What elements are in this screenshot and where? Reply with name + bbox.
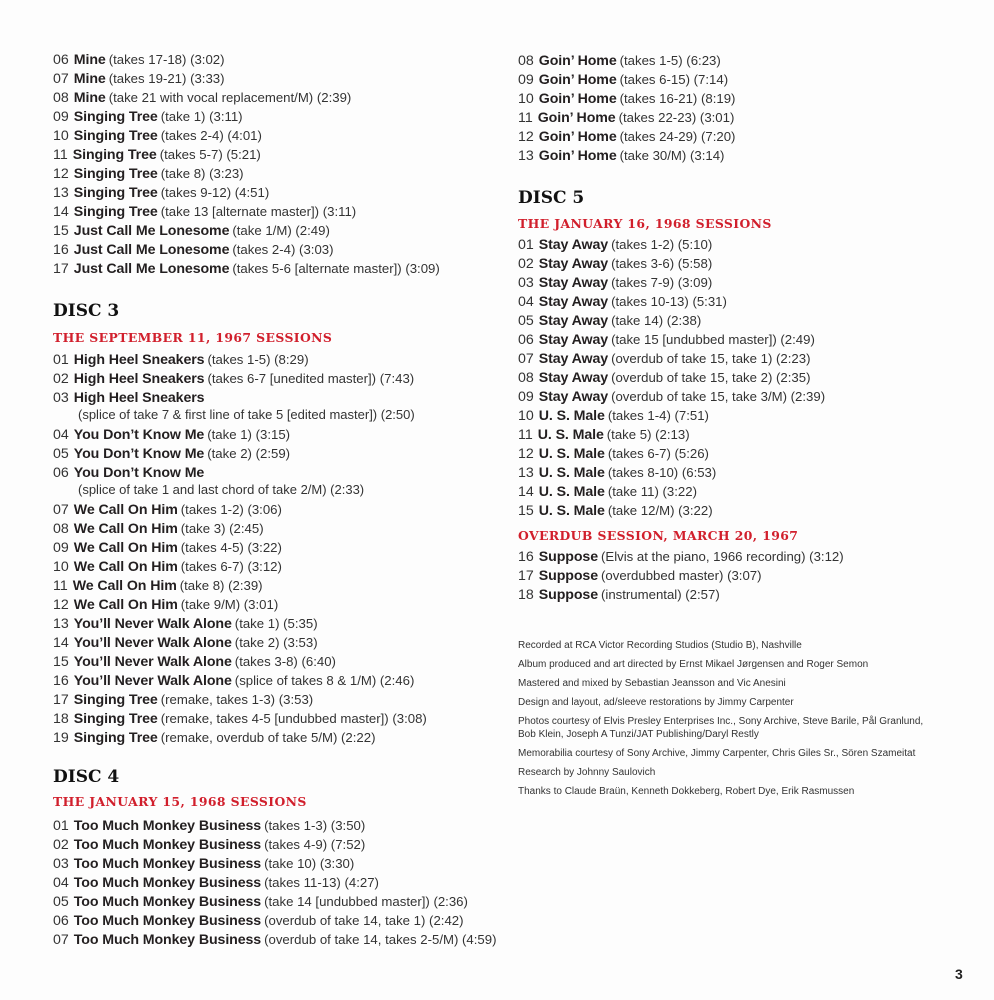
track-title: You Don’t Know Me bbox=[73, 465, 205, 481]
track-number: 18 bbox=[53, 711, 69, 727]
track-row bbox=[53, 728, 427, 747]
track-row bbox=[518, 235, 844, 254]
track-info: (take 14 [undubbed master]) (2:36) bbox=[264, 894, 468, 909]
track-info: (take 1/M) (2:49) bbox=[232, 223, 330, 238]
track-number: 17 bbox=[53, 692, 69, 708]
track-row bbox=[53, 930, 496, 949]
track-info: (takes 8-10) (6:53) bbox=[607, 465, 717, 480]
track-row bbox=[53, 388, 427, 407]
credit-entry bbox=[518, 639, 923, 652]
track-title: Stay Away bbox=[538, 237, 609, 253]
track-info: (takes 6-7) (5:26) bbox=[607, 446, 709, 461]
track-title: High Heel Sneakers bbox=[73, 352, 205, 368]
track-row bbox=[53, 519, 427, 538]
track-info: (takes 22-23) (3:01) bbox=[618, 110, 735, 125]
track-row bbox=[53, 614, 427, 633]
disc3-title: DISC 3 bbox=[53, 301, 120, 321]
track-title: Singing Tree bbox=[73, 692, 158, 708]
track-number: 08 bbox=[53, 90, 69, 106]
track-number: 11 bbox=[518, 427, 533, 443]
track-info: (take 21 with vocal replacement/M) (2:39) bbox=[108, 90, 352, 105]
credit-line: Research by Johnny Saulovich bbox=[518, 767, 656, 778]
track-title: Goin’ Home bbox=[538, 129, 617, 145]
track-number: 04 bbox=[518, 294, 534, 310]
track-number: 02 bbox=[53, 837, 69, 853]
track-title: U. S. Male bbox=[537, 427, 604, 443]
track-number: 18 bbox=[518, 587, 534, 603]
track-title: Mine bbox=[73, 90, 106, 106]
credit-line: Thanks to Claude Braün, Kenneth Dokkeberg, Robert Dye, Erik Rasmussen bbox=[518, 786, 855, 797]
track-row bbox=[53, 350, 427, 369]
track-number: 14 bbox=[518, 484, 534, 500]
track-row bbox=[518, 70, 735, 89]
track-row bbox=[53, 709, 427, 728]
track-info: (takes 6-7) (3:12) bbox=[180, 559, 282, 574]
track-title: Suppose bbox=[538, 568, 598, 584]
track-info: (take 5) (2:13) bbox=[606, 427, 690, 442]
track-row bbox=[53, 854, 496, 873]
track-info: (take 30/M) (3:14) bbox=[619, 148, 725, 163]
track-info: (overdubbed master) (3:07) bbox=[601, 568, 762, 583]
track-row bbox=[53, 463, 427, 482]
track-number: 14 bbox=[53, 204, 69, 220]
track-row bbox=[518, 292, 844, 311]
track-info: (overdub of take 15, take 2) (2:35) bbox=[611, 370, 811, 385]
track-number: 12 bbox=[53, 597, 69, 613]
track-title: You’ll Never Walk Alone bbox=[73, 616, 232, 632]
track-row bbox=[518, 585, 844, 604]
track-info: (takes 2-4) (4:01) bbox=[160, 128, 262, 143]
track-info: (takes 5-6 [alternate master]) (3:09) bbox=[232, 261, 440, 276]
track-row bbox=[518, 146, 735, 165]
track-title: U. S. Male bbox=[538, 408, 605, 424]
track-title: Too Much Monkey Business bbox=[73, 894, 262, 910]
track-row bbox=[53, 816, 496, 835]
track-row bbox=[518, 108, 735, 127]
track-row bbox=[53, 892, 496, 911]
track-row bbox=[53, 69, 440, 88]
track-row bbox=[518, 425, 844, 444]
disc4-title: DISC 4 bbox=[53, 767, 120, 787]
track-info: (overdub of take 15, take 1) (2:23) bbox=[611, 351, 811, 366]
track-title: We Call On Him bbox=[72, 578, 177, 594]
track-number: 05 bbox=[53, 894, 69, 910]
track-title: We Call On Him bbox=[73, 559, 178, 575]
track-number: 06 bbox=[53, 913, 69, 929]
track-title: You’ll Never Walk Alone bbox=[73, 654, 232, 670]
track-title: U. S. Male bbox=[538, 446, 605, 462]
credit-line: Bob Klein, Joseph A Tunzi/JAT Publishing/Daryl Restly bbox=[518, 729, 759, 740]
track-info: (overdub of take 14, takes 2-5/M) (4:59) bbox=[264, 932, 497, 947]
track-title: Stay Away bbox=[538, 256, 609, 272]
track-row bbox=[518, 406, 844, 425]
track-title: High Heel Sneakers bbox=[73, 371, 205, 387]
track-row bbox=[518, 254, 844, 273]
track-info: (Elvis at the piano, 1966 recording) (3:12) bbox=[601, 549, 844, 564]
credit-line: Design and layout, ad/sleeve restorations by Jimmy Carpenter bbox=[518, 697, 794, 708]
track-title: Goin’ Home bbox=[538, 148, 617, 164]
track-row bbox=[518, 349, 844, 368]
track-title: You’ll Never Walk Alone bbox=[73, 673, 232, 689]
credit-entry bbox=[518, 766, 923, 779]
track-title: Goin’ Home bbox=[538, 91, 617, 107]
disc3-session-heading: THE SEPTEMBER 11, 1967 SESSIONS bbox=[53, 330, 333, 345]
track-number: 12 bbox=[53, 166, 69, 182]
track-info: (takes 16-21) (8:19) bbox=[619, 91, 736, 106]
track-row bbox=[518, 330, 844, 349]
track-title: U. S. Male bbox=[538, 465, 605, 481]
track-number: 07 bbox=[53, 71, 69, 87]
disc5-title: DISC 5 bbox=[518, 188, 585, 208]
track-number: 10 bbox=[518, 408, 534, 424]
track-title: U. S. Male bbox=[538, 503, 605, 519]
track-number: 05 bbox=[518, 313, 534, 329]
track-title: Just Call Me Lonesome bbox=[73, 242, 230, 258]
credit-entry bbox=[518, 785, 923, 798]
track-info: (take 2) (3:53) bbox=[234, 635, 318, 650]
track-row bbox=[53, 671, 427, 690]
track-info: (remake, takes 1-3) (3:53) bbox=[160, 692, 314, 707]
track-row bbox=[518, 463, 844, 482]
track-number: 06 bbox=[518, 332, 534, 348]
track-row bbox=[518, 127, 735, 146]
track-info: (remake, takes 4-5 [undubbed master]) (3:08) bbox=[160, 711, 427, 726]
track-info: (take 8) (2:39) bbox=[179, 578, 263, 593]
track-row bbox=[53, 107, 440, 126]
track-info: (takes 6-15) (7:14) bbox=[619, 72, 729, 87]
track-title: Too Much Monkey Business bbox=[73, 932, 262, 948]
disc5-session-heading: THE JANUARY 16, 1968 SESSIONS bbox=[518, 216, 772, 231]
disc5-section bbox=[518, 187, 844, 604]
track-number: 17 bbox=[53, 261, 69, 277]
track-title: Goin’ Home bbox=[538, 72, 617, 88]
track-number: 16 bbox=[518, 549, 534, 565]
track-subtitle: (splice of take 1 and last chord of take 2/M) (2:33) bbox=[78, 482, 365, 497]
track-info: (splice of takes 8 & 1/M) (2:46) bbox=[234, 673, 415, 688]
track-title: Singing Tree bbox=[73, 185, 158, 201]
track-title: We Call On Him bbox=[73, 597, 178, 613]
track-row bbox=[53, 145, 440, 164]
track-info: (takes 3-6) (5:58) bbox=[611, 256, 713, 271]
track-info: (takes 4-5) (3:22) bbox=[180, 540, 282, 555]
track-info: (takes 2-4) (3:03) bbox=[232, 242, 334, 257]
track-number: 08 bbox=[53, 521, 69, 537]
disc4-session-heading: THE JANUARY 15, 1968 SESSIONS bbox=[53, 794, 307, 809]
track-number: 10 bbox=[518, 91, 534, 107]
track-number: 09 bbox=[53, 540, 69, 556]
track-info: (take 10) (3:30) bbox=[264, 856, 355, 871]
disc2-track-list bbox=[53, 50, 440, 278]
track-title: We Call On Him bbox=[73, 521, 178, 537]
track-info: (takes 10-13) (5:31) bbox=[611, 294, 727, 309]
track-row bbox=[53, 633, 427, 652]
track-row bbox=[53, 164, 440, 183]
track-number: 11 bbox=[53, 578, 68, 594]
track-number: 01 bbox=[518, 237, 534, 253]
track-number: 09 bbox=[53, 109, 69, 125]
track-number: 06 bbox=[53, 52, 69, 68]
track-row bbox=[518, 444, 844, 463]
track-number: 15 bbox=[53, 654, 69, 670]
track-info: (take 14) (2:38) bbox=[611, 313, 702, 328]
track-title: Suppose bbox=[538, 549, 598, 565]
track-title: Stay Away bbox=[538, 389, 609, 405]
track-row bbox=[518, 501, 844, 520]
track-row bbox=[518, 482, 844, 501]
track-info: (takes 9-12) (4:51) bbox=[160, 185, 270, 200]
credits bbox=[518, 639, 923, 804]
track-title: Stay Away bbox=[538, 275, 609, 291]
track-title: Too Much Monkey Business bbox=[73, 837, 262, 853]
credit-line: Memorabilia courtesy of Sony Archive, Jimmy Carpenter, Chris Giles Sr., Sören Szameitat bbox=[518, 748, 916, 759]
track-info: (takes 1-2) (3:06) bbox=[180, 502, 282, 517]
track-row bbox=[518, 273, 844, 292]
track-info: (takes 1-5) (6:23) bbox=[619, 53, 721, 68]
track-number: 15 bbox=[518, 503, 534, 519]
track-number: 19 bbox=[53, 730, 69, 746]
track-row bbox=[53, 538, 427, 557]
track-title: Just Call Me Lonesome bbox=[73, 223, 230, 239]
track-row bbox=[518, 311, 844, 330]
track-title: U. S. Male bbox=[538, 484, 605, 500]
track-row bbox=[518, 566, 844, 585]
track-info: (take 2) (2:59) bbox=[207, 446, 291, 461]
track-info: (take 13 [alternate master]) (3:11) bbox=[160, 204, 357, 219]
track-number: 13 bbox=[518, 148, 534, 164]
track-title: Stay Away bbox=[538, 351, 609, 367]
track-title: Too Much Monkey Business bbox=[73, 913, 262, 929]
credit-entry bbox=[518, 658, 923, 671]
track-title: Singing Tree bbox=[73, 128, 158, 144]
track-number: 09 bbox=[518, 72, 534, 88]
track-row bbox=[53, 126, 440, 145]
track-row bbox=[518, 51, 735, 70]
track-number: 05 bbox=[53, 446, 69, 462]
track-row bbox=[53, 259, 440, 278]
track-info: (takes 6-7 [unedited master]) (7:43) bbox=[207, 371, 415, 386]
track-row bbox=[53, 652, 427, 671]
track-title: Singing Tree bbox=[73, 204, 158, 220]
track-row bbox=[53, 202, 440, 221]
track-info: (take 3) (2:45) bbox=[180, 521, 264, 536]
track-number: 02 bbox=[53, 371, 69, 387]
track-number: 07 bbox=[53, 502, 69, 518]
track-title: Mine bbox=[73, 52, 106, 68]
track-title: Goin’ Home bbox=[538, 53, 617, 69]
track-title: Stay Away bbox=[538, 332, 609, 348]
disc5-overdub-track-list bbox=[518, 547, 844, 604]
track-number: 10 bbox=[53, 128, 69, 144]
track-subtitle: (splice of take 7 & first line of take 5 [edited master]) (2:50) bbox=[78, 407, 415, 422]
disc3-section bbox=[53, 300, 427, 747]
track-row bbox=[518, 547, 844, 566]
track-title: Singing Tree bbox=[72, 147, 157, 163]
disc5-track-list bbox=[518, 235, 844, 520]
track-title: Singing Tree bbox=[73, 166, 158, 182]
track-row bbox=[518, 387, 844, 406]
track-info: (take 1) (3:15) bbox=[207, 427, 291, 442]
track-number: 03 bbox=[518, 275, 534, 291]
track-row bbox=[53, 690, 427, 709]
track-info: (takes 17-18) (3:02) bbox=[108, 52, 225, 67]
disc3-track-list bbox=[53, 350, 427, 747]
track-row bbox=[53, 425, 427, 444]
track-row bbox=[53, 88, 440, 107]
track-number: 03 bbox=[53, 856, 69, 872]
track-info: (instrumental) (2:57) bbox=[601, 587, 720, 602]
track-info: (take 1) (3:11) bbox=[160, 109, 243, 124]
track-number: 11 bbox=[53, 147, 68, 163]
track-number: 16 bbox=[53, 242, 69, 258]
track-number: 03 bbox=[53, 390, 69, 406]
track-number: 01 bbox=[53, 818, 69, 834]
credit-entry bbox=[518, 715, 923, 741]
track-info: (take 9/M) (3:01) bbox=[180, 597, 279, 612]
track-title: High Heel Sneakers bbox=[73, 390, 205, 406]
track-title: Stay Away bbox=[538, 294, 609, 310]
track-info: (take 12/M) (3:22) bbox=[607, 503, 713, 518]
track-row bbox=[53, 500, 427, 519]
track-title: Singing Tree bbox=[73, 730, 158, 746]
credit-line: Album produced and art directed by Ernst Mikael Jørgensen and Roger Semon bbox=[518, 659, 869, 670]
track-info: (takes 5-7) (5:21) bbox=[159, 147, 261, 162]
track-row bbox=[53, 221, 440, 240]
credit-line: Mastered and mixed by Sebastian Jeansson and Vic Anesini bbox=[518, 678, 786, 689]
track-title: You’ll Never Walk Alone bbox=[73, 635, 232, 651]
credit-line: Recorded at RCA Victor Recording Studios (Studio B), Nashville bbox=[518, 640, 802, 651]
track-row bbox=[53, 183, 440, 202]
disc4-track-list-a bbox=[53, 816, 496, 949]
track-info: (takes 4-9) (7:52) bbox=[264, 837, 366, 852]
page-number: 3 bbox=[955, 966, 963, 982]
credit-entry bbox=[518, 696, 923, 709]
track-title: Singing Tree bbox=[73, 109, 158, 125]
track-row bbox=[53, 369, 427, 388]
track-info: (overdub of take 14, take 1) (2:42) bbox=[264, 913, 464, 928]
track-row bbox=[53, 595, 427, 614]
track-title: Mine bbox=[73, 71, 106, 87]
credit-entry bbox=[518, 677, 923, 690]
track-title: Suppose bbox=[538, 587, 598, 603]
track-number: 04 bbox=[53, 427, 69, 443]
track-row bbox=[53, 444, 427, 463]
track-info: (takes 24-29) (7:20) bbox=[619, 129, 736, 144]
track-info: (remake, overdub of take 5/M) (2:22) bbox=[160, 730, 376, 745]
credit-entry bbox=[518, 747, 923, 760]
track-title: Too Much Monkey Business bbox=[73, 875, 262, 891]
track-number: 08 bbox=[518, 370, 534, 386]
track-title: You Don’t Know Me bbox=[73, 446, 205, 462]
track-number: 14 bbox=[53, 635, 69, 651]
track-number: 13 bbox=[53, 616, 69, 632]
track-number: 12 bbox=[518, 129, 534, 145]
track-row bbox=[53, 873, 496, 892]
track-number: 13 bbox=[518, 465, 534, 481]
track-row bbox=[53, 576, 427, 595]
track-number: 06 bbox=[53, 465, 69, 481]
track-title: We Call On Him bbox=[73, 540, 178, 556]
credit-line: Photos courtesy of Elvis Presley Enterprises Inc., Sony Archive, Steve Barile, Pål Granlund, bbox=[518, 716, 924, 727]
track-info: (takes 7-9) (3:09) bbox=[611, 275, 713, 290]
track-title: Too Much Monkey Business bbox=[73, 818, 262, 834]
track-number: 07 bbox=[518, 351, 534, 367]
track-row bbox=[53, 240, 440, 259]
track-number: 17 bbox=[518, 568, 534, 584]
track-info: (overdub of take 15, take 3/M) (2:39) bbox=[611, 389, 826, 404]
track-row bbox=[518, 89, 735, 108]
track-number: 16 bbox=[53, 673, 69, 689]
track-row bbox=[518, 368, 844, 387]
track-info: (takes 3-8) (6:40) bbox=[234, 654, 336, 669]
track-number: 09 bbox=[518, 389, 534, 405]
track-title: You Don’t Know Me bbox=[73, 427, 205, 443]
track-number: 08 bbox=[518, 53, 534, 69]
track-number: 02 bbox=[518, 256, 534, 272]
disc4-track-list-b bbox=[518, 51, 735, 165]
track-row bbox=[53, 911, 496, 930]
track-info: (take 11) (3:22) bbox=[607, 484, 697, 499]
track-title: Goin’ Home bbox=[537, 110, 616, 126]
track-row bbox=[53, 557, 427, 576]
track-info: (take 15 [undubbed master]) (2:49) bbox=[611, 332, 815, 347]
track-number: 07 bbox=[53, 932, 69, 948]
track-number: 04 bbox=[53, 875, 69, 891]
track-number: 15 bbox=[53, 223, 69, 239]
track-row bbox=[53, 835, 496, 854]
track-number: 10 bbox=[53, 559, 69, 575]
disc4-section bbox=[53, 766, 496, 949]
track-info: (take 1) (5:35) bbox=[234, 616, 318, 631]
track-number: 11 bbox=[518, 110, 533, 126]
disc5-overdub-session-heading: OVERDUB SESSION, MARCH 20, 1967 bbox=[518, 528, 799, 543]
track-title: Stay Away bbox=[538, 313, 609, 329]
track-info: (takes 19-21) (3:33) bbox=[108, 71, 225, 86]
track-info: (take 8) (3:23) bbox=[160, 166, 244, 181]
track-info: (takes 1-3) (3:50) bbox=[264, 818, 366, 833]
track-title: We Call On Him bbox=[73, 502, 178, 518]
track-title: Too Much Monkey Business bbox=[73, 856, 262, 872]
track-number: 01 bbox=[53, 352, 69, 368]
track-info: (takes 1-4) (7:51) bbox=[607, 408, 709, 423]
track-info: (takes 1-2) (5:10) bbox=[611, 237, 713, 252]
track-info: (takes 1-5) (8:29) bbox=[207, 352, 309, 367]
track-info: (takes 11-13) (4:27) bbox=[264, 875, 379, 890]
track-title: Singing Tree bbox=[73, 711, 158, 727]
track-number: 13 bbox=[53, 185, 69, 201]
track-title: Stay Away bbox=[538, 370, 609, 386]
track-row bbox=[53, 50, 440, 69]
track-title: Just Call Me Lonesome bbox=[73, 261, 230, 277]
track-number: 12 bbox=[518, 446, 534, 462]
